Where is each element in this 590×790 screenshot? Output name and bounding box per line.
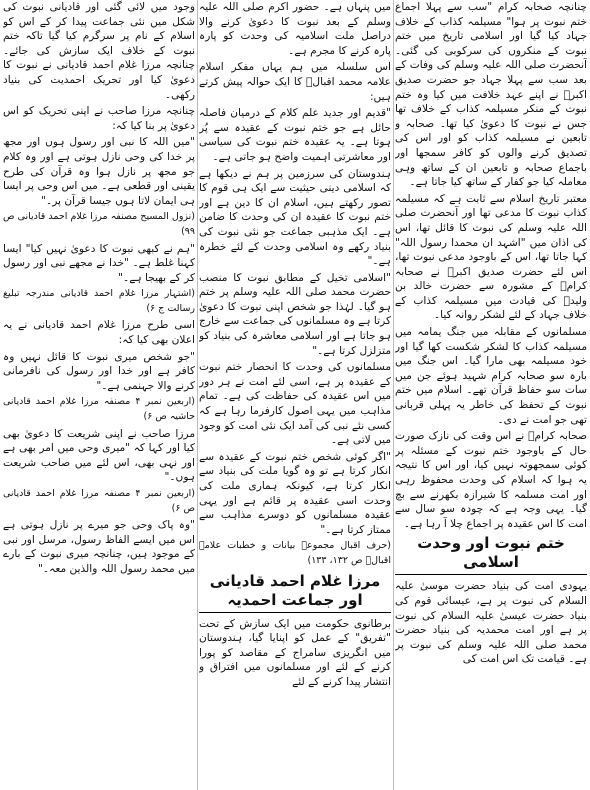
column-right <box>395 0 587 790</box>
paragraph: صحابہ کرامؓ نے اس وقت کی نازک صورت حال کے باوجود ختم نبوت کے مسئلہ پر کوئی سمجھوتہ نہیں کیا، اور اس کا نتیجہ یہ ہوا کہ اسلام کی وحدت محفوظ رہی اور امت مسلمہ کا شیرازہ بکھرنے سے بچ گیا۔ یہی وجہ ہے کہ چودہ سو سال سے امت کا اس عقیدہ پر اجماع چلا آ رہا ہے۔ <box>395 430 587 530</box>
paragraph: مسلمانوں کے مقابلہ میں جنگ یمامہ میں مسیلمہ کذاب کا لشکر شکست کھا گیا اور خود مسیلمہ بھی مارا گیا۔ اس جنگ میں بارہ سو صحابہ کرام شہید ہوئے جن میں سات سو حفاظ قرآن تھے۔ اسلام میں ختم نبوت کے تحفظ کی خاطر یہ پہلی قربانی تھی جو امت نے دی۔ <box>395 326 587 426</box>
text-columns <box>3 0 587 790</box>
paragraph: "اگر کوئی شخص ختم نبوت کے عقیدہ سے انکار کرتا ہے تو وہ گویا ملت کی بنیاد سے انکار کرتا ہے، کیونکہ ہماری ملت کی وحدت اسی عقیدہ پر قائم ہے اور یہی عقیدہ مسلمانوں کو دوسرے مذاہب سے ممتاز کرتا ہے۔" <box>199 450 391 536</box>
paragraph: "قدیم اور جدید علم کلام کے درمیان فاصلہ حائل ہے جو ختم نبوت کے عقیدہ سے پُر ہوتا ہے۔ یہ عقیدہ ختم نبوت کی سیاسی اور معاشرتی اہمیت واضح ہو جاتی ہے۔ <box>199 107 391 163</box>
paragraph: وجود میں لائی گئی اور قادیانی نبوت کی شکل میں نئی جماعت پیدا کر کے اس کو اسلام کے نام پر سرگرم کیا گیا تاکہ ختم نبوت کے خلاف ایک سازش کی جائے۔ چنانچہ مرزا غلام احمد قادیانی نے نبوت کا دعویٰ کیا اور تحریک احمدیت کی بنیاد رکھی۔ <box>3 1 195 101</box>
paragraph: معتبر تاریخ اسلام سے ثابت ہے کہ مسیلمہ کذاب نبوت کا مدعی تھا اور آنحضرت صلی اللہ علیہ وسلم کی نبوت کا قائل تھا، اس کی اذان میں "اشہد ان محمدا رسول اللہ" کہا جاتا تھا، اس کے باوجود مدعی نبوت تھا، اس لئے حضرت صدیق اکبرؓ نے صحابہ کرامؓ کے مشورہ سے حضرت خالد بن ولیدؓ کی قیادت میں مسیلمہ کذاب کے خلاف جہاد کے لئے لشکر روانہ کیا۔ <box>395 192 587 322</box>
column-middle <box>199 0 391 790</box>
quotation: "میں اللہ کا نبی اور رسول ہوں اور مجھ پر خدا کی وحی نازل ہوتی ہے اور وہ کلام جو مجھ پر نازل ہوا وہ قرآن کی طرح یقینی اور قطعی ہے۔ میں اس وحی پر ایسا ہی ایمان لاتا ہوں جیسا قرآن پر۔" <box>3 136 195 207</box>
paragraph: چنانچہ صحابہ کرام "سب سے پہلا اجماع ختم نبوت پر ہوا" مسیلمہ کذاب کے خلاف جہاد کیا گیا اور اسلامی تاریخ میں ختم نبوت کے منکروں کی سرکوبی کی گئی۔ آنحضرت صلی اللہ علیہ وسلم کی وفات کے بعد سب سے پہلا جہاد جو حضرت صدیق اکبرؓ نے اپنے عہد خلافت میں کیا وہ ختم نبوت کے منکر مسیلمہ کذاب کے خلاف تھا جس نے نبوت کا دعویٰ کیا تھا۔ صحابہ و تابعین نے مسیلمہ کذاب کو اور اس کی تصدیق کرنے والوں کو کافر سمجھا اور باجماع صحابہ و تابعین ان کے ساتھ وہی معاملہ کیا جو کفار کے ساتھ کیا جاتا ہے۔ <box>395 1 587 189</box>
paragraph: برطانوی حکومت میں ایک سازش کے تحت "تفریق" کے عمل کو اپنایا گیا، ہندوستان میں انگریزی سامراج کے مقاصد کو پورا کرنے کے لئے اور مسلمانوں میں افتراق و انتشار پیدا کرنے کے لئے <box>199 617 391 688</box>
reference-citation: (اربعین نمبر ۴ مصنفہ مرزا غلام احمد قادیانی ص ۶) <box>3 488 195 514</box>
paragraph: مسلمانوں کی وحدت کا انحصار ختم نبوت کے عقیدہ پر ہے، اسی لئے امت نے ہر دور میں اس عقیدہ کی حفاظت کی ہے۔ تمام مذاہب میں یہی اصول کارفرما رہا ہے کہ کسی نئے نبی کی آمد ایک نئی امت کو وجود میں لاتی ہے۔ <box>199 361 391 447</box>
quotation: "ہم نے کبھی نبوت کا دعویٰ نہیں کیا" ایسا کہنا غلط ہے۔ "خدا نے مجھے نبی اور رسول کر کے بھیجا ہے۔" <box>3 242 195 284</box>
quotation: "وہ پاک وحی جو میرے پر نازل ہوتی ہے اس میں ایسے الفاظ رسول، مرسل اور نبی کے موجود ہیں، چنانچہ میری نبوت کے بارے میں محمد رسول اللہ والذین معہ۔" <box>3 519 195 575</box>
reference-citation: (اربعین نمبر ۴ مصنفہ مرزا غلام احمد قادیانی حاشیہ ص ۶) <box>3 396 195 423</box>
paragraph: چنانچہ مرزا صاحب نے اپنی تحریک کو اس دعویٰ پر بنا کیا کہ: <box>3 105 195 132</box>
reference-citation: (اشتہار مرزا غلام احمد قادیانی مندرجہ تبلیغ رسالت ج ۶) <box>3 288 195 314</box>
paragraph: میں پنہاں ہے۔ حضور اکرم صلی اللہ علیہ وسلم کے بعد نبوت کا دعویٰ کرنے والا دراصل ملت اسلامیہ کی وحدت کو پارہ پارہ کرنے کا مجرم ہے۔ <box>199 1 391 57</box>
paragraph: "اسلامی تخیل کے مطابق نبوت کا منصب حضرت محمد صلی اللہ علیہ وسلم پر ختم ہو گیا۔ لہٰذا جو شخص اپنی نبوت کا دعویٰ کرتا ہے وہ مسلمانوں کی جماعت سے خارج ہو جاتا ہے اور اسلامی معاشرہ کی بنیاد کو متزلزل کرتا ہے۔" <box>199 271 391 357</box>
paragraph: مرزا صاحب نے اپنی شریعت کا دعویٰ بھی کیا اور کہا کہ "میری وحی میں امر بھی ہے اور نہی بھی، اس لئے میں صاحب شریعت ہوں۔" <box>3 427 195 484</box>
quotation: "جو شخص میری نبوت کا قائل نہیں وہ کافر ہے اور خدا اور رسول کی نافرمانی کرنے والا جہنمی ہے۔" <box>3 350 195 392</box>
section-heading: مرزا غلام احمد قادیانی اور جماعت احمدیہ <box>199 572 391 613</box>
paragraph: ہندوستان کی سرزمین پر ہم نے دیکھا ہے کہ اسلامی دینی حیثیت سے ایک ہی قوم کا تصور رکھتے ہیں، اسلام ان کا دین ہے اور ختم نبوت کا عقیدہ ان کی وحدت کا ضامن ہے۔ ایک مذہبی جماعت جو نئی نبوت کی بنیاد رکھے وہ اسلامی وحدت کے لئے خطرہ ہے۔" <box>199 167 391 268</box>
reference-citation: (نزول المسیح مصنفہ مرزا غلام احمد قادیانی ص ۹۹) <box>3 211 195 237</box>
paragraph: اسی طرح مرزا غلام احمد قادیانی نے یہ اعلان بھی کیا کہ: <box>3 319 195 347</box>
paragraph: یہودی امت کی بنیاد حضرت موسیٰ علیہ السلام کی نبوت پر ہے، عیسائی قوم کی بنیاد حضرت عیسیٰ علیہ السلام کی نبوت پر ہے اور امت محمدیہ کی بنیاد حضرت محمد صلی اللہ علیہ وسلم کی نبوت پر ہے۔ قیامت تک اس امت کی <box>395 580 587 666</box>
column-left <box>3 0 195 790</box>
section-heading: ختم نبوت اور وحدت اسلامی <box>395 534 587 575</box>
paragraph: اس سلسلہ میں ہم یہاں مفکر اسلام علامہ محمد اقبالؒ کا ایک حوالہ پیش کرتے ہیں: <box>199 61 391 103</box>
reference-citation: (حرف اقبال مجموعہ بیانات و خطبات علامہ اقبالؒ ص ۱۳۲، ۱۳۳) <box>199 540 391 566</box>
